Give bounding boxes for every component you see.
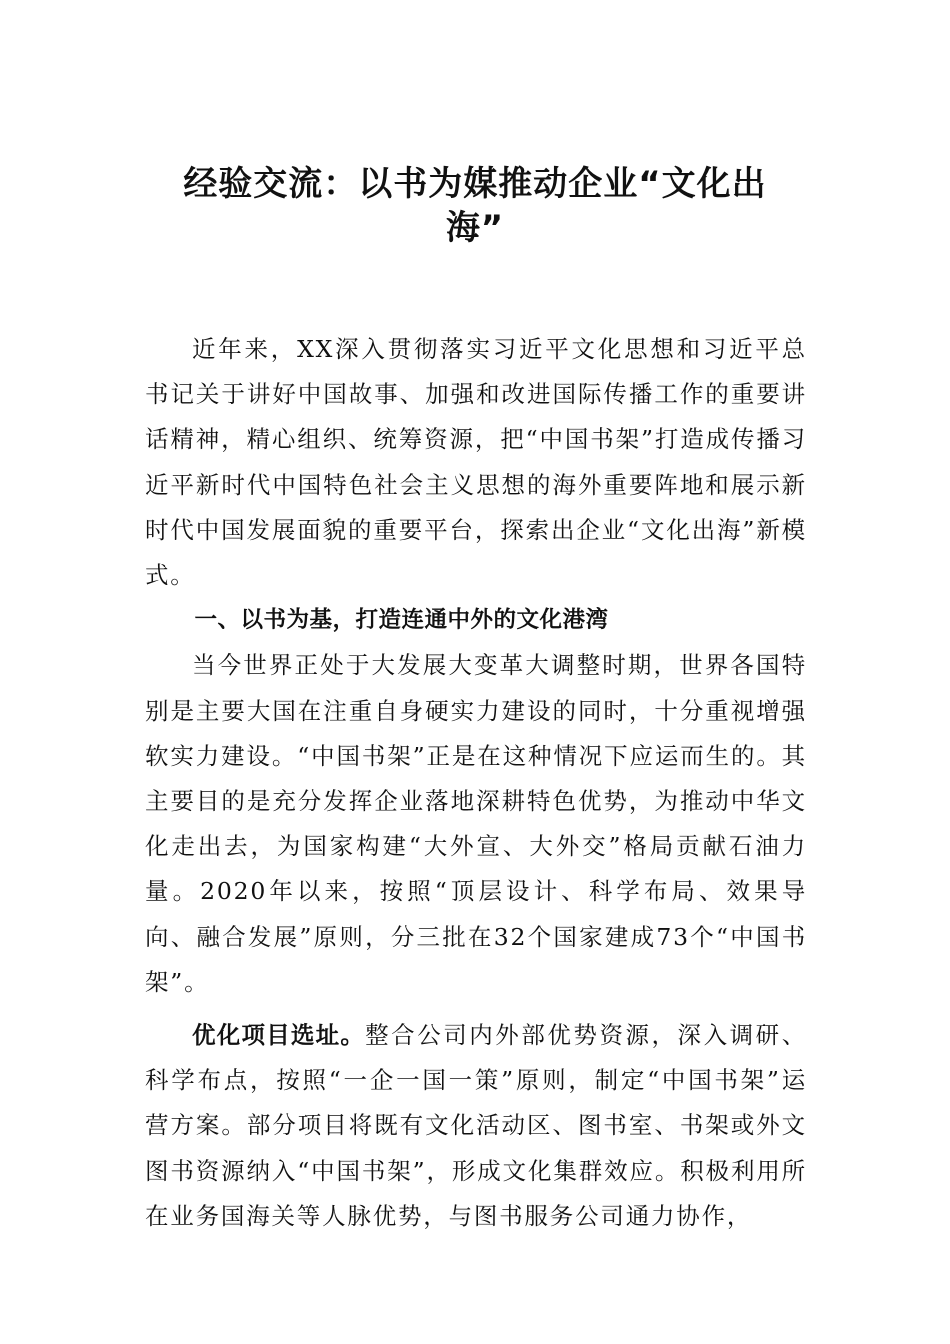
document-title-line-2: 海” [445, 208, 505, 248]
item-1-body: 整合公司内外部优势资源，深入调研、科学布点，按照“一企一国一策”原则，制定“中国书架”运营方案。部分项目将既有文化活动区、图书室、书架或外文图书资源纳入“中国书架”，形成文化集群效应。积极利用所在业务国海关等人脉优势，与图书服务公司通力协作， [145, 1021, 807, 1230]
intro-paragraph: 近年来，XX深入贯彻落实习近平文化思想和习近平总书记关于讲好中国故事、加强和改进国际传播工作的重要讲话精神，精心组织、统筹资源，把“中国书架”打造成传播习近平新时代中国特色社会主义思想的海外重要阵地和展示新时代中国发展面貌的重要平台，探索出企业“文化出海”新模式。 [145, 335, 807, 590]
item-1-paragraph [145, 1013, 807, 1239]
item-1-lead: 优化项目选址。 [192, 1021, 366, 1050]
paragraph-gap [145, 1005, 807, 1013]
section-1-heading: 一、以书为基，打造连通中外的文化港湾 [194, 607, 609, 634]
document-title-line-1: 经验交流：以书为媒推动企业“文化出 [183, 164, 767, 204]
section-1-paragraph: 当今世界正处于大发展大变革大调整时期，世界各国特别是主要大国在注重自身硬实力建设的同时，十分重视增强软实力建设。“中国书架”正是在这种情况下应运而生的。其主要目的是充分发挥企业落地深耕特色优势，为推动中华文化走出去，为国家构建“大外宣、大外交”格局贡献石油力量。2020年以来，按照“顶层设计、科学布局、效果导向、融合发展”原则，分三批在32个国家建成73个“中国书架”。 [145, 651, 807, 996]
document-body [145, 327, 807, 1239]
